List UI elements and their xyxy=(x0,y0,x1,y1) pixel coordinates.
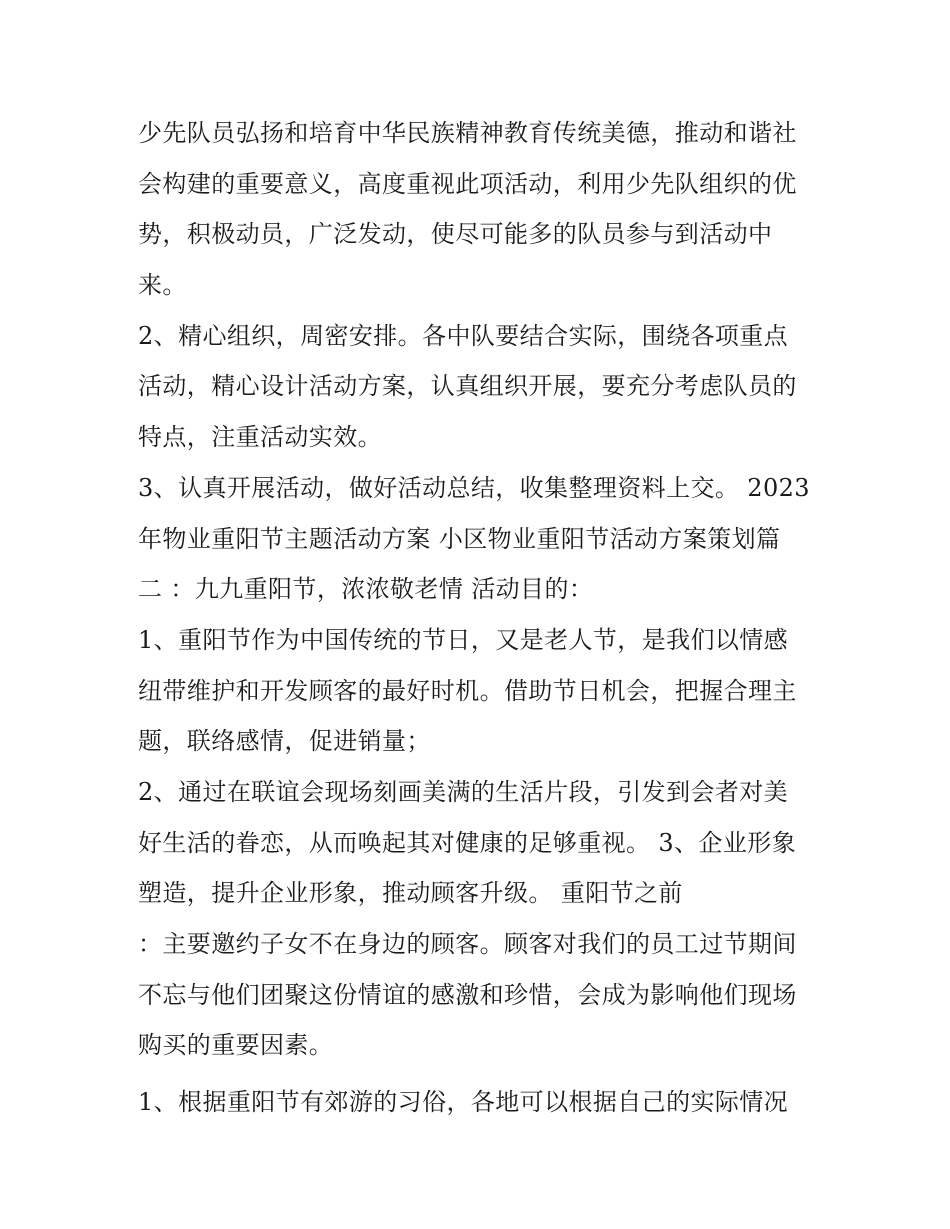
text-line: 少先队员弘扬和培育中华民族精神教育传统美德，推动和谐社 xyxy=(138,119,797,147)
document-body xyxy=(138,108,818,1128)
text-line: 1、重阳节作为中国传统的节日，又是老人节，是我们以情感 xyxy=(138,625,789,654)
text-line: 会构建的重要意义，高度重视此项活动，利用少先队组织的优 xyxy=(138,169,797,198)
text-line: 纽带维护和开发顾客的最好时机。借助节日机会，把握合理主 xyxy=(138,676,797,705)
text-line: 特点，注重活动实效。 xyxy=(138,423,382,452)
text-line: 2、精心组织，周密安排。各中队要结合实际，围绕各项重点 xyxy=(138,321,789,350)
text-line: 1、根据重阳节有郊游的习俗，各地可以根据自己的实际情况 xyxy=(138,1088,789,1117)
text-line: ：主要邀约子女不在身边的顾客。顾客对我们的员工过节期间 xyxy=(138,930,797,958)
text-line: 题，联络感情，促进销量； xyxy=(138,727,431,756)
text-line: 购买的重要因素。 xyxy=(138,1031,334,1060)
text-line: 活动，精心设计活动方案，认真组织开展，要充分考虑队员的 xyxy=(138,372,797,401)
text-line: 来。 xyxy=(138,271,187,300)
text-line: 塑造，提升企业形象，推动顾客升级。 重阳节之前 xyxy=(138,879,683,908)
text-line: 3、认真开展活动，做好活动总结，收集整理资料上交。 2023 xyxy=(138,473,810,502)
text-line: 好生活的眷恋，从而唤起其对健康的足够重视。 3、企业形象 xyxy=(138,828,797,857)
text-line: 2、通过在联谊会现场刻画美满的生活片段，引发到会者对美 xyxy=(138,777,789,806)
text-line: 势，积极动员，广泛发动，使尽可能多的队员参与到活动中 xyxy=(138,220,773,249)
text-line: 年物业重阳节主题活动方案 小区物业重阳节活动方案策划篇 xyxy=(138,524,781,553)
text-line: 二 ：九九重阳节，浓浓敬老情 活动目的： xyxy=(138,575,594,604)
text-line: 不忘与他们团聚这份情谊的感激和珍惜，会成为影响他们现场 xyxy=(138,980,797,1009)
